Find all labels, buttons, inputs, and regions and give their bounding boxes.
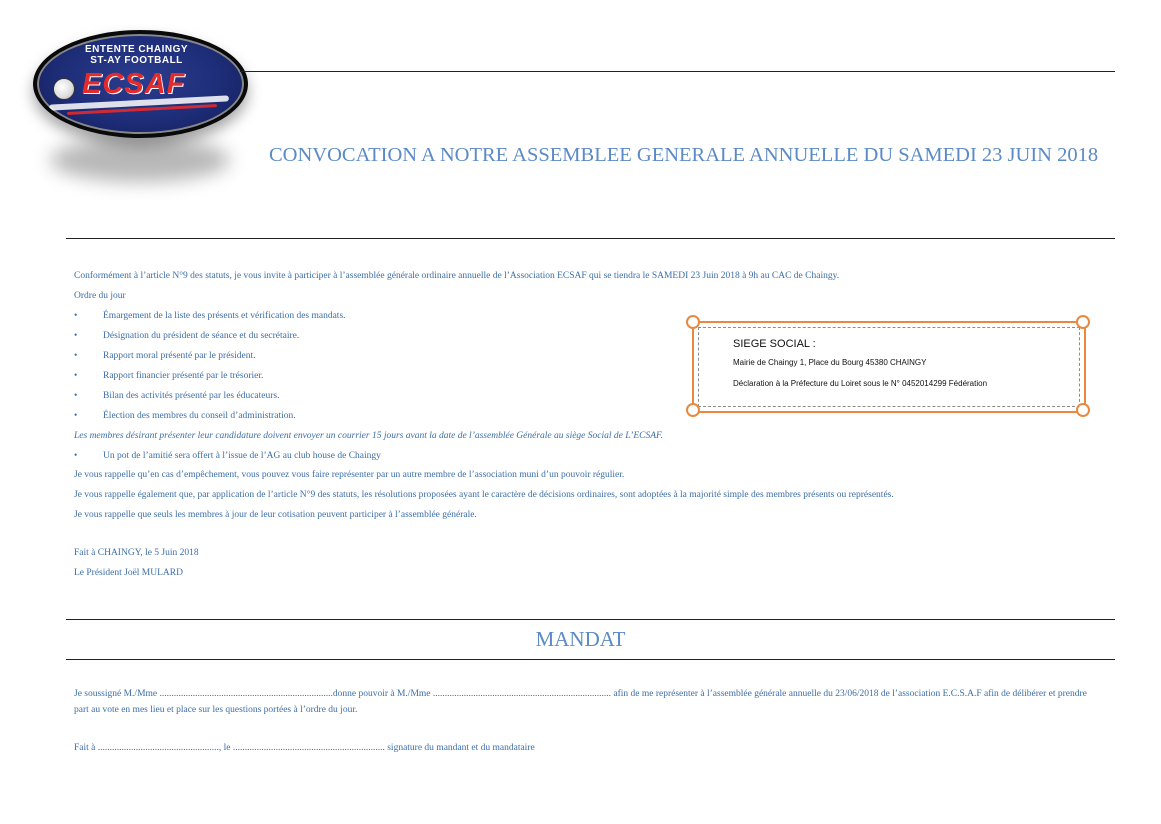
mandat-rule-top xyxy=(66,619,1115,620)
agenda-item: Élection des membres du conseil d’administration. xyxy=(103,411,296,421)
mandat-text-line: part au vote en mes lieu et place sur les questions portées à l’ordre du jour. xyxy=(74,705,358,715)
agenda-item-extra: Un pot de l’amitié sera offert à l’issue de l’AG au club house de Chaingy xyxy=(103,451,381,461)
page-title: CONVOCATION A NOTRE ASSEMBLEE GENERALE ANNUELLE DU SAMEDI 23 JUIN 2018 xyxy=(269,144,1099,166)
header-rule-bottom xyxy=(66,238,1115,239)
mandat-title: MANDAT xyxy=(535,627,626,651)
bullet-icon: • xyxy=(74,451,78,461)
club-logo xyxy=(33,30,248,138)
agenda-item: Désignation du président de séance et du secrétaire. xyxy=(103,331,300,341)
siege-address: Mairie de Chaingy 1, Place du Bourg 45380 CHAINGY xyxy=(733,358,927,367)
reminder-paragraph: Je vous rappelle que seuls les membres à jour de leur cotisation peuvent participer à l’assemblée générale. xyxy=(74,510,477,520)
bullet-icon: • xyxy=(74,391,78,401)
intro-paragraph: Conformément à l’article N°9 des statuts, je vous invite à participer à l’assemblée générale ordinaire annuelle de l’Association ECSAF qui se tiendra le SAMEDI 23 Juin 2018 à 9h au CAC de Chaingy. xyxy=(74,271,840,281)
signoff-place-date: Fait à CHAINGY, le 5 Juin 2018 xyxy=(74,548,199,558)
mandat-signature-line: Fait à ..................................................., le ................................................................ signature du mandant et du mandataire xyxy=(74,743,535,753)
agenda-item: Émargement de la liste des présents et vérification des mandats. xyxy=(103,311,346,321)
agenda-item: Rapport financier présenté par le trésorier. xyxy=(103,371,264,381)
reminder-paragraph: Je vous rappelle qu’en cas d’empêchement, vous pouvez vous faire représenter par un autre membre de l’association muni d’un pouvoir régulier. xyxy=(74,470,625,480)
signoff-signer: Le Président Joël MULARD xyxy=(74,568,183,578)
mandat-rule-bottom xyxy=(66,659,1115,660)
box-corner-ornament xyxy=(686,315,700,329)
box-corner-ornament xyxy=(1076,315,1090,329)
header-rule-top xyxy=(240,71,1115,72)
box-corner-ornament xyxy=(1076,403,1090,417)
agenda-item: Bilan des activités présenté par les éducateurs. xyxy=(103,391,280,401)
siege-social-box xyxy=(692,321,1086,413)
mandat-text-line: Je soussigné M./Mme .........................................................................donne pouvoir à M./Mme ........................................................................... afin de me représenter à l’assemblée générale annuelle du 23/06/2018 de l’association E.C.S.A.F afin de délibérer et prendre xyxy=(74,689,1087,699)
logo-text-line2: ST-AY FOOTBALL xyxy=(90,55,183,66)
logo-text-line1: ENTENTE CHAINGY xyxy=(84,44,189,55)
logo-club-name: ECSAF xyxy=(82,68,186,100)
siege-declaration: Déclaration à la Préfecture du Loiret sous le N° 0452014299 Fédération xyxy=(733,379,988,388)
bullet-icon: • xyxy=(74,331,78,341)
agenda-item: Rapport moral présenté par le président. xyxy=(103,351,256,361)
bullet-icon: • xyxy=(74,311,78,321)
football-icon xyxy=(53,78,75,100)
agenda-heading: Ordre du jour xyxy=(74,291,126,301)
bullet-icon: • xyxy=(74,371,78,381)
siege-heading: SIEGE SOCIAL : xyxy=(733,338,816,350)
candidacy-note: Les membres désirant présenter leur candidature doivent envoyer un courrier 15 jours avant la date de l’assemblée Générale au siège Social de L’ECSAF. xyxy=(74,431,663,441)
logo-shadow xyxy=(50,138,230,182)
bullet-icon: • xyxy=(74,351,78,361)
reminder-paragraph: Je vous rappelle également que, par application de l’article N°9 des statuts, les résolutions proposées ayant le caractère de décisions ordinaires, sont adoptées à la majorité simple des membres présents ou représentés. xyxy=(74,490,894,500)
box-corner-ornament xyxy=(686,403,700,417)
bullet-icon: • xyxy=(74,411,78,421)
